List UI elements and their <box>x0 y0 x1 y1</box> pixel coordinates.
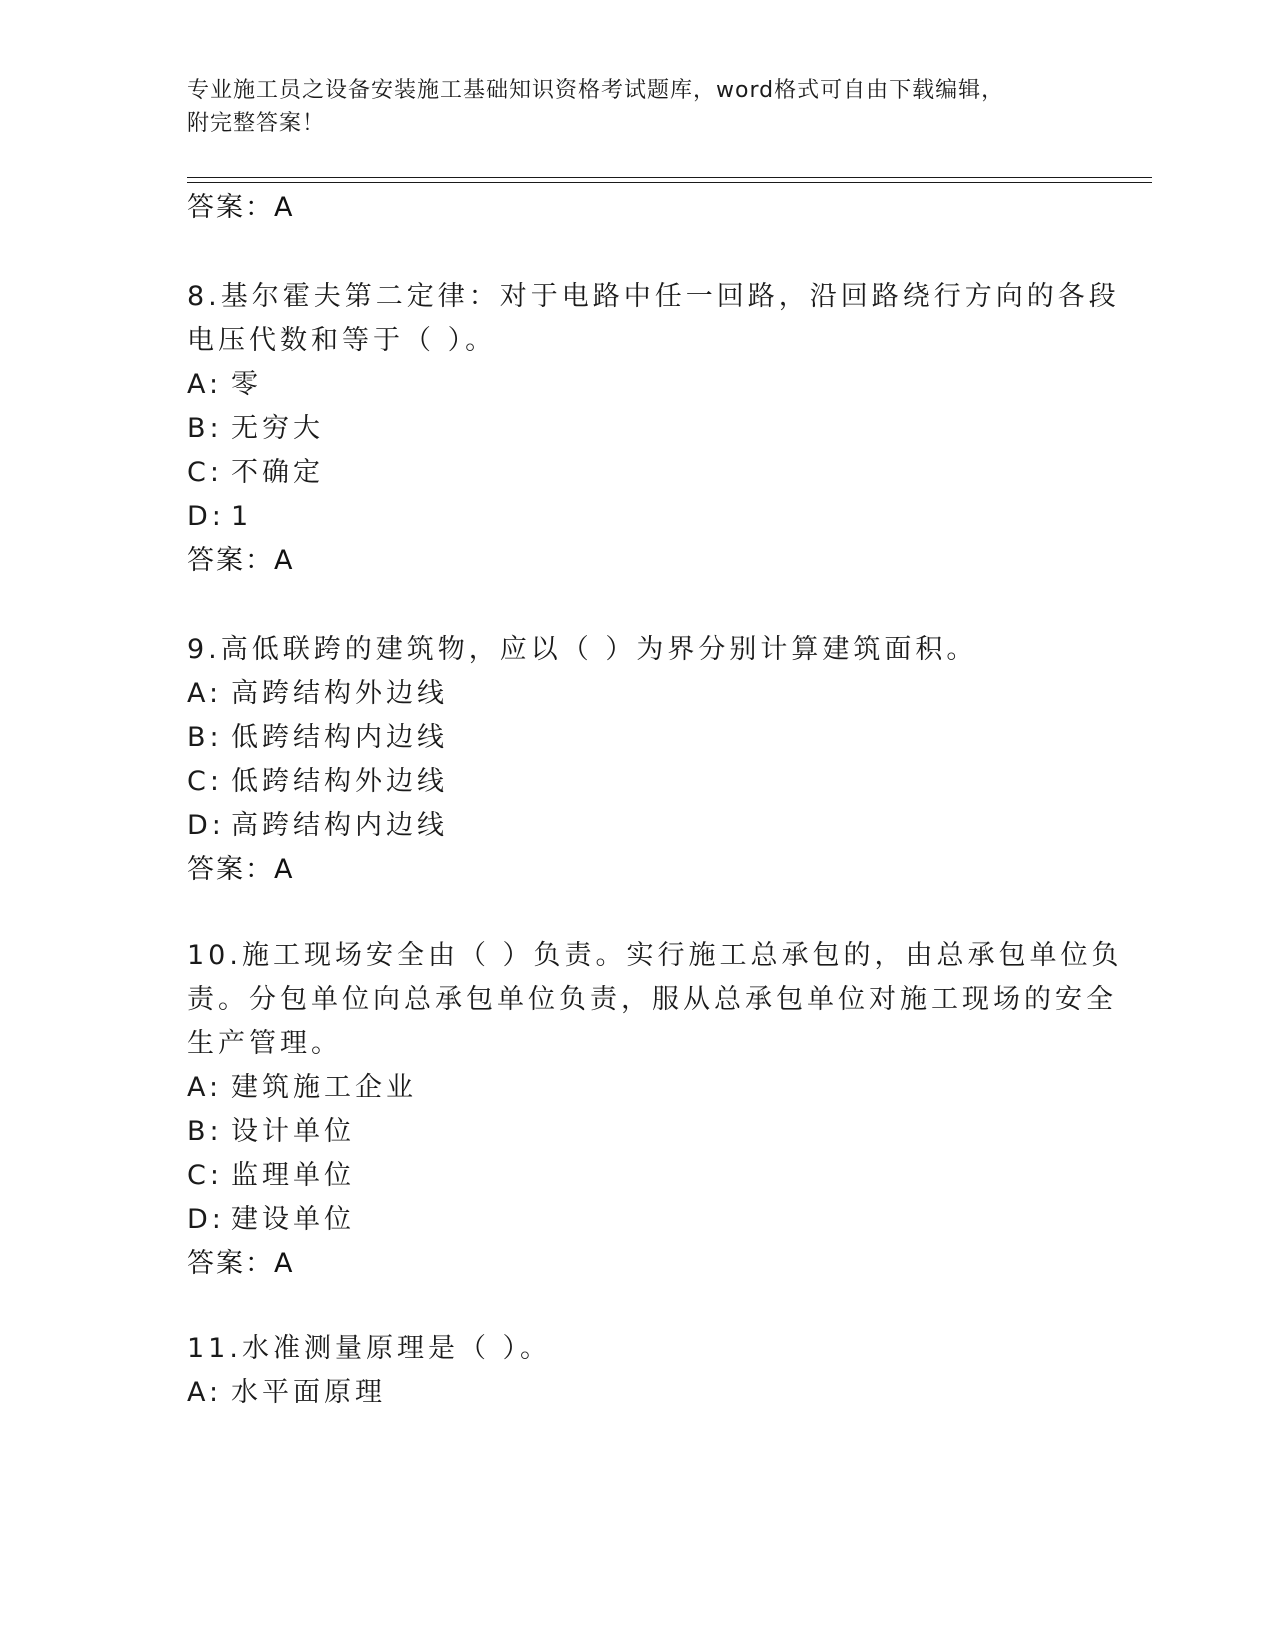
option-text: 低跨结构外边线 <box>231 766 448 797</box>
question-9-option-d <box>187 803 448 849</box>
answer-q9: 答案：A <box>187 854 295 885</box>
option-text: 无穷大 <box>231 413 324 444</box>
question-8-option-b <box>187 406 324 452</box>
question-9-option-b <box>187 715 448 761</box>
question-10-line-2: 责。分包单位向总承包单位负责，服从总承包单位对施工现场的安全 <box>187 984 1117 1015</box>
document-header <box>187 74 1067 140</box>
header-line-2: 附完整答案！ <box>187 111 326 136</box>
option-text: 建设单位 <box>231 1204 355 1235</box>
option-text: 水平面原理 <box>231 1377 386 1408</box>
option-key: A: <box>187 369 223 400</box>
option-text: 高跨结构内边线 <box>231 810 448 841</box>
answer-q7: 答案：A <box>187 192 295 223</box>
question-10-option-c <box>187 1153 355 1199</box>
header-divider-top <box>187 177 1152 178</box>
option-text: 高跨结构外边线 <box>231 678 448 709</box>
question-11-line-1: 11.水准测量原理是（ ）。 <box>187 1333 552 1364</box>
question-10-option-d <box>187 1197 355 1243</box>
question-8-option-c <box>187 450 324 496</box>
question-9-option-a <box>187 671 448 717</box>
question-11-option-a <box>187 1370 386 1416</box>
option-key: B: <box>187 1116 223 1147</box>
header-divider-bottom <box>187 182 1152 183</box>
option-text: 设计单位 <box>231 1116 355 1147</box>
question-9-option-c <box>187 759 448 805</box>
question-10-line-1: 10.施工现场安全由（ ）负责。实行施工总承包的，由总承包单位负 <box>187 940 1123 971</box>
question-10-option-b <box>187 1109 355 1155</box>
option-key: B: <box>187 413 223 444</box>
question-8-line-1: 8.基尔霍夫第二定律：对于电路中任一回路，沿回路绕行方向的各段 <box>187 281 1120 312</box>
option-text: 建筑施工企业 <box>231 1072 417 1103</box>
option-key: C: <box>187 766 223 797</box>
option-key: D: <box>187 501 225 532</box>
option-key: A: <box>187 1072 223 1103</box>
header-line-1: 专业施工员之设备安装施工基础知识资格考试题库，word格式可自由下载编辑， <box>187 78 1005 103</box>
option-key: B: <box>187 722 223 753</box>
question-8-option-d <box>187 494 252 540</box>
option-key: C: <box>187 457 223 488</box>
option-key: D: <box>187 1204 225 1235</box>
option-key: A: <box>187 678 223 709</box>
option-text: 低跨结构内边线 <box>231 722 448 753</box>
option-text: 零 <box>231 369 262 400</box>
question-8-line-2: 电压代数和等于（ ）。 <box>187 325 497 356</box>
answer-q10: 答案：A <box>187 1248 295 1279</box>
question-10-option-a <box>187 1065 417 1111</box>
question-8-option-a <box>187 362 262 408</box>
answer-q8: 答案：A <box>187 545 295 576</box>
question-10-line-3: 生产管理。 <box>187 1028 342 1059</box>
question-9-line-1: 9.高低联跨的建筑物，应以（ ）为界分别计算建筑面积。 <box>187 634 978 665</box>
option-key: A: <box>187 1377 223 1408</box>
option-key: D: <box>187 810 225 841</box>
option-text: 1 <box>231 501 253 532</box>
option-text: 监理单位 <box>231 1160 355 1191</box>
option-key: C: <box>187 1160 223 1191</box>
option-text: 不确定 <box>231 457 324 488</box>
